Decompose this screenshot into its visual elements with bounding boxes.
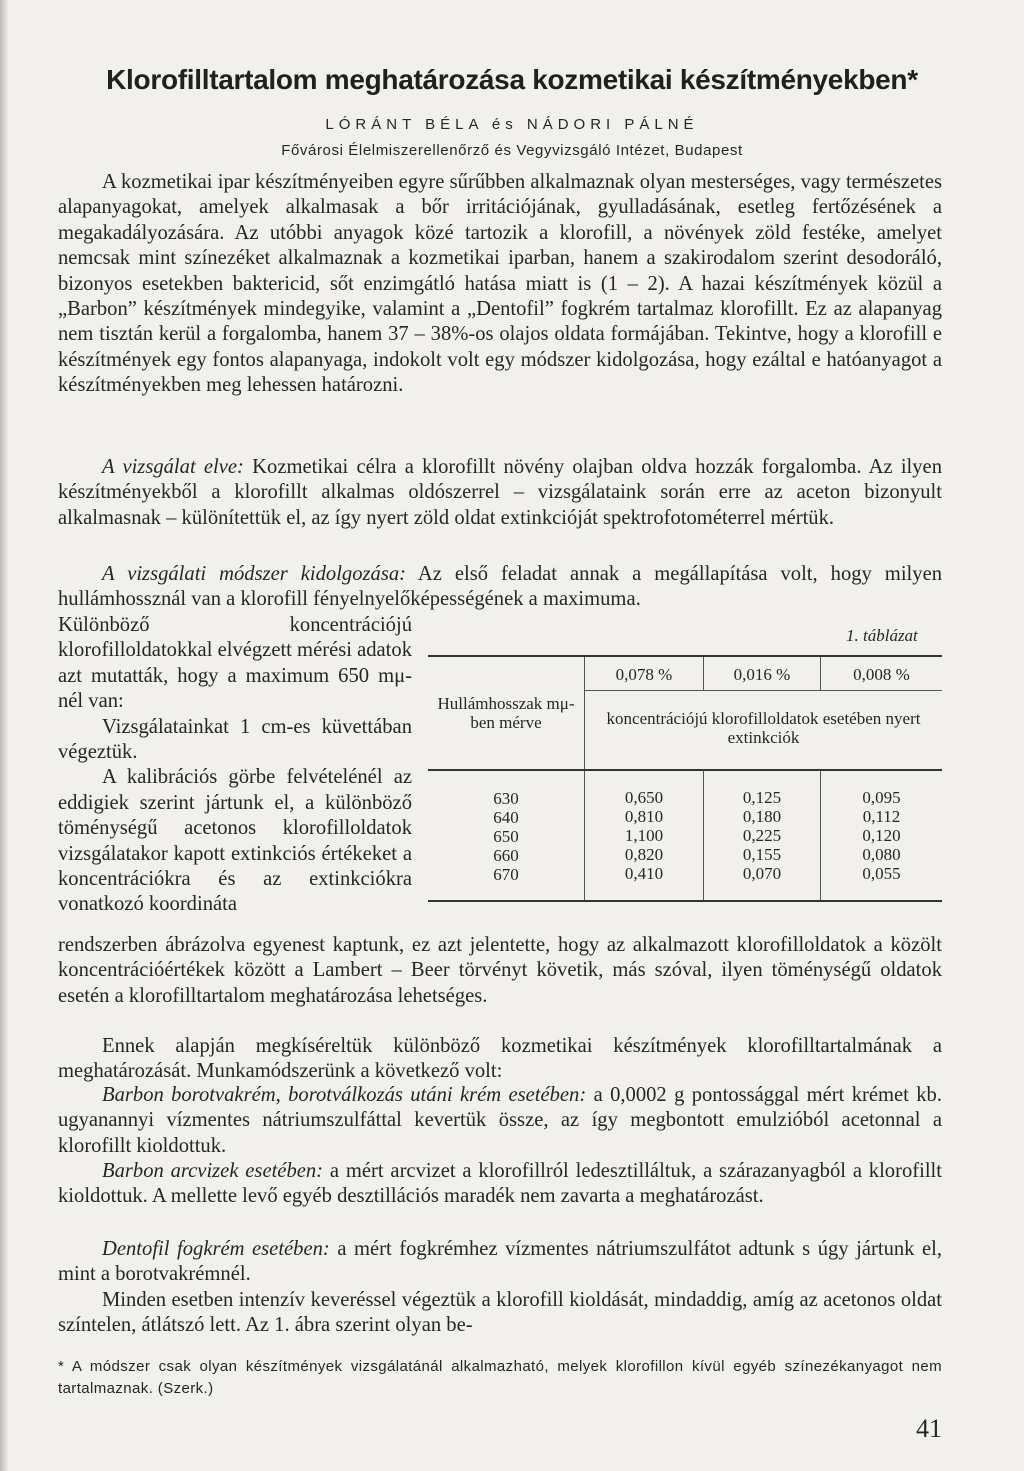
paragraph-barbon-cream — [58, 1083, 942, 1159]
paragraph-principle-text: Kozmetikai célra a klorofillt növény olajban oldva hozzák forgalomba. Az ilyen készítményekből a klorofillt alkalmas oldószerrel – vizsgálataink során erre az aceton bizonyult alkalmasnak – különítettük el, az így nyert zöld oldat extinkcióját spektrofotométerrel mértük. — [58, 456, 942, 529]
table-caption: 1. táblázat — [846, 626, 918, 645]
paragraph-intro — [58, 170, 942, 399]
paragraph-dentofil-lead: Dentofil fogkrém esetében: — [102, 1238, 330, 1260]
conc-header-2: 0,016 % — [704, 656, 821, 691]
conc-header-3: 0,008 % — [821, 656, 943, 691]
paragraph-extraction — [58, 1288, 942, 1339]
authors-line: LÓRÁNT BÉLA és NÁDORI PÁLNÉ — [325, 116, 699, 133]
left-column-text-3: A kalibrációs görbe felvételénél az eddigiek szerint jártunk el, a különböző töménységű acetonos klorofilloldatok vizsgálatakor kapott extinkciós értékeket a koncentrációkra és az extinkciókra vonatkozó koordináta — [58, 766, 412, 916]
paragraph-dentofil-text: a mért fogkrémhez vízmentes nátriumszulfátot adtunk s úgy jártunk el, mint a borotvakrémnél. — [58, 1238, 942, 1286]
paragraph-calibration: rendszerben ábrázolva egyenest kaptunk, ez azt jelentette, hogy az alkalmazott klorofilloldatok a közölt koncentrációértékek között a Lambert – Beer törvényt követik, más szóval, ilyen töménységű oldatok esetén a klorofilltartalom meghatározása lehetséges. — [58, 934, 942, 1007]
page-edge — [0, 0, 8, 1471]
article-title: Klorofilltartalom meghatározása kozmetikai készítményekben* — [106, 64, 918, 95]
page-number: 41 — [916, 1414, 942, 1443]
extinction-column-3: 0,095 0,112 0,120 0,080 0,055 — [821, 770, 943, 901]
paragraph-method-lead: A vizsgálati módszer kidolgozása: — [102, 563, 406, 585]
paragraph-barbon-cream-text: a 0,0002 g pontossággal mért krémet kb. ugyanannyi vízmentes nátriumszulfáttal kevertük össze, az így megbontott emulzióból acetonnal a klorofillt kioldottuk. — [58, 1084, 942, 1157]
footnote: * A módszer csak olyan készítmények vizsgálatánál alkalmazható, melyek klorofillon kívül egyéb színezékanyagot nem tartalmaznak. (Szerk.) — [58, 1358, 942, 1397]
extinction-table — [428, 655, 942, 902]
paragraph-principle-lead: A vizsgálat elve: — [102, 456, 244, 478]
paragraph-intro-text: A kozmetikai ipar készítményeiben egyre sűrűbben alkalmaznak olyan mesterséges, vagy természetes alapanyagokat, amelyek alkalmasak a bőr irritációjának, gyulladásának, esetleg fertőzésének a megakadályozására. Az utóbbi anyagok közé tartozik a klorofill, a növények zöld festéke, amelyet nemcsak mint színezéket alkalmaznak a kozmetikai iparban, hanem a szakirodalom szerint desodoráló, bizonyos esetekben baktericid, sőt enzimgátló hatása miatt is (1 – 2). A hazai készítmények közül a „Barbon” készítmények mindegyike, valamint a „Dentofil” fogkrém tartalmaz klorofillt. Ez az alapanyag nem tisztán kerül a forgalomba, hanem 37 – 38%-os olajos oldata formájában. Tekintve, hogy a klorofill e készítmények egy fontos alapanyaga, indokolt volt egy módszer kidolgozása, hogy ezáltal e hatóanyagot a készítményekben meg lehessen határozni. — [58, 171, 942, 397]
left-column-text-1: Különböző koncentrációjú klorofilloldatokkal elvégzett mérési adatok azt mutatták, hogy a maximum 650 mμ-nél van: — [58, 614, 412, 713]
paragraph-extraction-text: Minden esetben intenzív keveréssel végeztük a klorofill kioldását, mindaddig, amíg az acetonos oldat színtelen, átlátszó lett. Az 1. ábra szerint olyan be- — [58, 1289, 942, 1337]
paragraph-work-method — [58, 1034, 942, 1085]
wavelength-values: 630 640 650 660 670 — [493, 789, 519, 884]
paragraph-barbon-lotion-text: a mért arcvizet a klorofillról ledesztilláltuk, a szárazanyagból a klorofillt kioldottuk. A mellette levő egyéb desztillációs maradék nem zavarta a meghatározást. — [58, 1160, 942, 1208]
wavelength-header: Hullámhosszak mμ-ben mérve — [428, 656, 585, 770]
conc-header-1: 0,078 % — [585, 656, 704, 691]
paragraph-barbon-lotion — [58, 1159, 942, 1210]
paragraph-work-method-text: Ennek alapján megkíséreltük különböző kozmetikai készítmények klorofilltartalmának a meghatározását. Munkamódszerünk a következő volt: — [58, 1035, 942, 1083]
extinction-column-1: 0,650 0,810 1,100 0,820 0,410 — [585, 770, 704, 901]
paragraph-dentofil — [58, 1237, 942, 1288]
paragraph-method — [58, 562, 942, 613]
left-column-text-2: Vizsgálatainkat 1 cm-es küvettában végeztük. — [58, 715, 412, 764]
extinction-subheader: koncentrációjú klorofilloldatok esetében nyert extinkciók — [585, 691, 943, 771]
paragraph-barbon-lotion-lead: Barbon arcvizek esetében: — [102, 1160, 324, 1182]
institute-line: Fővárosi Élelmiszerellenőrző és Vegyvizsgáló Intézet, Budapest — [281, 142, 743, 159]
paragraph-principle — [58, 455, 942, 531]
extinction-column-2: 0,125 0,180 0,225 0,155 0,070 — [704, 770, 821, 901]
paragraph-method-text: Az első feladat annak a megállapítása volt, hogy milyen hullámhossznál van a klorofill fényelnyelőképességének a maximuma. — [58, 563, 943, 611]
left-column — [58, 613, 412, 918]
paragraph-barbon-cream-lead: Barbon borotvakrém, borotválkozás utáni krém esetében: — [102, 1084, 587, 1106]
